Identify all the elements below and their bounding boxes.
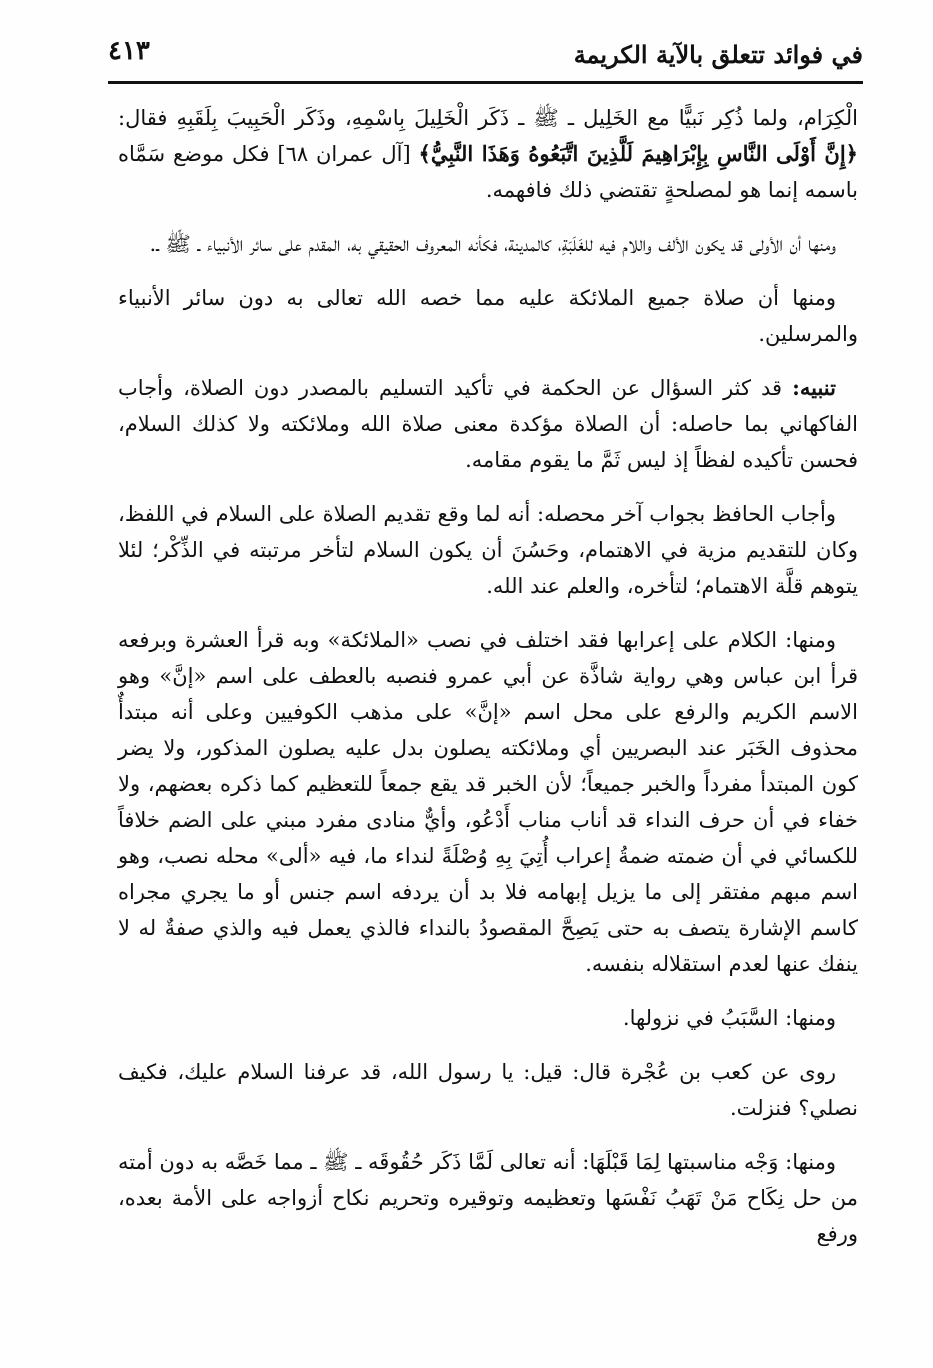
quran-verse: ﴿إِنَّ أَوْلَى النَّاسِ بِإِبْرَاهِيمَ لَلَّذِينَ اتَّبَعُوهُ وَهَذَا النَّبِيُّ﴾ <box>418 141 858 166</box>
paragraph-6: ومنها: الكلام على إعرابها فقد اختلف في نصب «الملائكة» وبه قرأ العشرة وبرفعه قرأ ابن عباس وهي رواية شاذَّة عن أبي عمرو فنصبه بالعطف على اسم «إنَّ» وهو الاسم الكريم والرفع على محل اسم «إنَّ» على مذهب الكوفيين وعلى أنه مبتدأٌ محذوف الخَبَر عند البصريين أي وملائكته يصلون بدل عليه يصلون المذكور، ولا يضر كون المبتدأ مفرداً والخبر جميعاً؛ لأن الخبر قد يقع جمعاً للتعظيم كما ذكره بعضهم، ولا خفاء في أن حرف النداء قد أناب مناب أَدْعُو، وأيٌّ منادى مفرد مبني على الضم خلافاً للكسائي في أن ضمته ضمةُ إعراب أُتِيَ بِهِ وُصْلَةً لنداء ما، فيه «ألى» محله نصب، وهو اسم مبهم مفتقر إلى ما يزيل إبهامه فلا بد أن يردفه اسم جنس أو ما يجري مجراه كاسم الإشارة يتصف به حتى يَصِحَّ المقصودُ بالنداء فالذي يعمل فيه والذي صفةٌ له لا ينفك عنها لعدم استقلاله بنفسه. <box>118 628 858 976</box>
page-header <box>108 30 863 84</box>
paragraph-1 <box>118 100 858 208</box>
paragraph-4 <box>118 370 858 478</box>
paragraph-1-text-b: [آل عمران ٦٨] فكل موضع سَمَّاه باسمه إنما هو لمصلحةٍ تقتضي ذلك فافهمه. <box>118 142 858 202</box>
paragraph-2: ومنها أن الأولى قد يكون الألف واللام فيه للغَلَبَةِ، كالمدينة، فكأنه المعروف الحقيقي به، المقدم على سائر الأنبياء ـ ﷺ ـ. <box>149 232 836 256</box>
paragraph-5: وأجاب الحافظ بجواب آخر محصله: أنه لما وقع تقديم الصلاة على السلام في اللفظ، وكان للتقديم مزية في الاهتمام، وحَسُنَ أن يكون السلام لتأخر مرتبته في الذِّكْر؛ لئلا يتوهم قلَّة الاهتمام؛ لتأخره، والعلم عند الله. <box>118 502 858 598</box>
running-title: في فوائد تتعلق بالآية الكريمة <box>573 40 863 69</box>
notice-label: تنبيه: <box>792 375 836 400</box>
header-rule <box>108 81 863 84</box>
paragraph-7: ومنها: السَّبَبُ في نزولها. <box>622 1006 836 1030</box>
paragraph-1-text-a: الْكِرَام، ولما ذُكِر نَبيًّا مع الخَلِيل ـ ﷺ ـ ذَكَر الْخَلِيلَ بِاسْمِهِ، وذَكَر الْحَبِيبَ بِلَقَبِهِ فقال: <box>118 106 858 130</box>
paragraph-3: ومنها أن صلاة جميع الملائكة عليه مما خصه الله تعالى به دون سائر الأنبياء والمرسلين. <box>118 286 858 346</box>
paragraph-9: ومنها: وَجْه مناسبتها لِمَا قَبْلَهَا: أنه تعالى لَمَّا ذَكَر حُقُوقَه ـ ﷺ ـ مما خَصَّه به دون أمته من حل نِكَاح مَنْ تَهَبُ نَفْسَها وتعظيمه وتوقيره وتحريم نكاح أزواجه على الأمة بعده، ورفع <box>118 1150 858 1246</box>
paragraph-8: روى عن كعب بن عُجْرة قال: قيل: يا رسول الله، قد عرفنا السلام عليك، فكيف نصلي؟ فنزلت. <box>118 1060 858 1120</box>
page-number: ٤١٣ <box>108 36 150 66</box>
page-body <box>118 100 858 1270</box>
paragraph-4-text: قد كثر السؤال عن الحكمة في تأكيد التسليم بالمصدر دون الصلاة، وأجاب الفاكهاني بما حاصله: أن الصلاة مؤكدة معنى صلاة الله وملائكته ولا كذلك السلام، فحسن تأكيده لفظاً إذ ليس ثَمَّ ما يقوم مقامه. <box>118 376 858 472</box>
